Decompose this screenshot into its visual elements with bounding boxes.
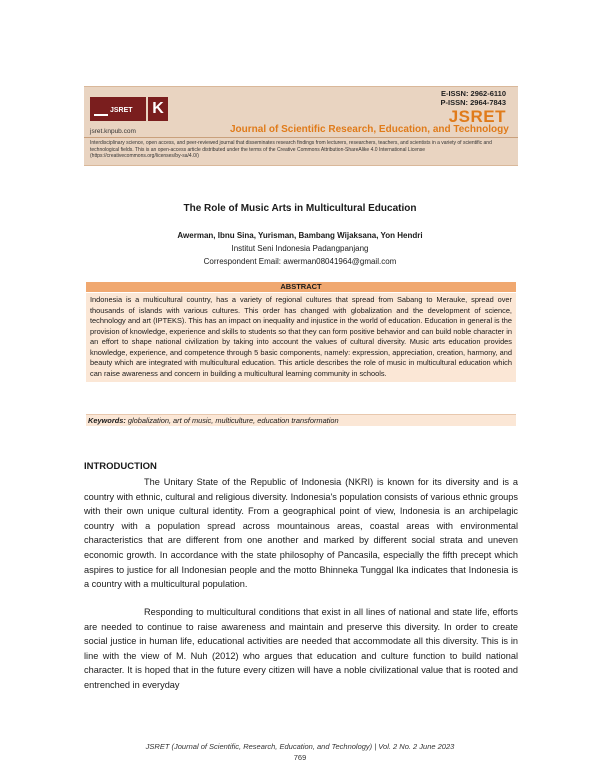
footer-citation: JSRET (Journal of Scientific, Research, Education, and Technology) | Vol. 2 No. 2 June 2023 [145,742,455,751]
eissn: E-ISSN: 2962-6110 [440,89,506,98]
article-authors: Awerman, Ibnu Sina, Yurisman, Bambang Wijaksana, Yon Hendri [177,231,423,240]
page-number: 769 [293,753,307,762]
journal-acronym: JSRET [448,107,506,126]
journal-title: Journal of Scientific Research, Education, and Technology [230,124,509,135]
introduction-paragraph-2: Responding to multicultural conditions that exist in all lines of national and state life, efforts are needed to continue to raise awareness and maintain and preserve this diversity. In order to create social justice in human life, educational activities are needed that accommodate all this diversity. This is in line with the view of M. Nuh (2012) who argues that education and culture function to build national character. It is hoped that in the future every citizen will have a noble civilizational value that is rooted and entrenched in everyday [84,607,518,690]
publisher-logo: K [148,97,168,121]
abstract-heading: ABSTRACT [86,282,516,292]
article-title: The Role of Music Arts in Multicultural Education [183,203,417,214]
licence-text: Interdisciplinary science, open access, and peer-reviewed journal that disseminates research findings from lecturers, researchers, teachers, and scientists in a variety of scientific and technological fields. This is an open-access article distributed under the terms of the Creative Commons Attribution-ShareAlike 4.0 International License (https://creativecommons.org/licenses/by-sa/4.0/) [90,140,492,159]
introduction-paragraph-1: The Unitary State of the Republic of Indonesia (NKRI) is known for its diversity and is a country with ethnic, cultural and religious diversity. Indonesia's population consists of various ethnic groups with their own unique cultural identity. From a geographical point of view, Indonesia is an archipelagic country with a population spread across mountainous areas, coastal areas with environmental characteristics that are different from one another and marked by different social strata and uneven economic growth. In accordance with the state philosophy of Pancasila, especially the fifth precept which aspires to justice for all Indonesian people and the motto Bhinneka Tunggal Ika indicates that Indonesia is a country with a multicultural population. [84,477,518,590]
introduction-heading: INTRODUCTION [84,461,157,472]
keywords-label: Keywords: [88,416,126,425]
journal-logo [90,97,172,121]
header-divider [84,137,518,138]
abstract-text: Indonesia is a multicultural country, has a variety of regional cultures that spread from Sabang to Merauke, spread over thousands of islands with various cultures. This order has changed with globalization and the development of science, technology and art (IPTEKS). This has an impact on inequality and injustice in the world of education. Education in general is the provision of knowledge, experience and skills to students so that they can form positive behavior and can build noble character in an effort to shape national civilization by taking into account the values of cultural diversity. Music arts education provides knowledge, experience, and competence through 5 basic components, namely: expression, appreciation, creation, harmony, and beauty which are integrated with multicultural education. This article describes the role of music in multicultural education which can raise awareness and concern in building a multicultural learning community in schools. [86,293,516,382]
keywords-list: globalization, art of music, multiculture, education transformation [127,416,339,425]
book-icon [94,102,108,116]
issn-block [441,89,506,107]
jsret-logo [90,97,146,121]
journal-header [84,86,518,166]
author-institution: Institut Seni Indonesia Padangpanjang [231,244,369,253]
logo-text: JSRET [110,107,133,114]
journal-website[interactable]: jsret.knpub.com [90,128,136,135]
pissn: P-ISSN: 2964-7843 [440,98,506,107]
correspondent-email: Correspondent Email: awerman08041964@gmail.com [203,257,397,266]
keywords-line [86,414,516,426]
